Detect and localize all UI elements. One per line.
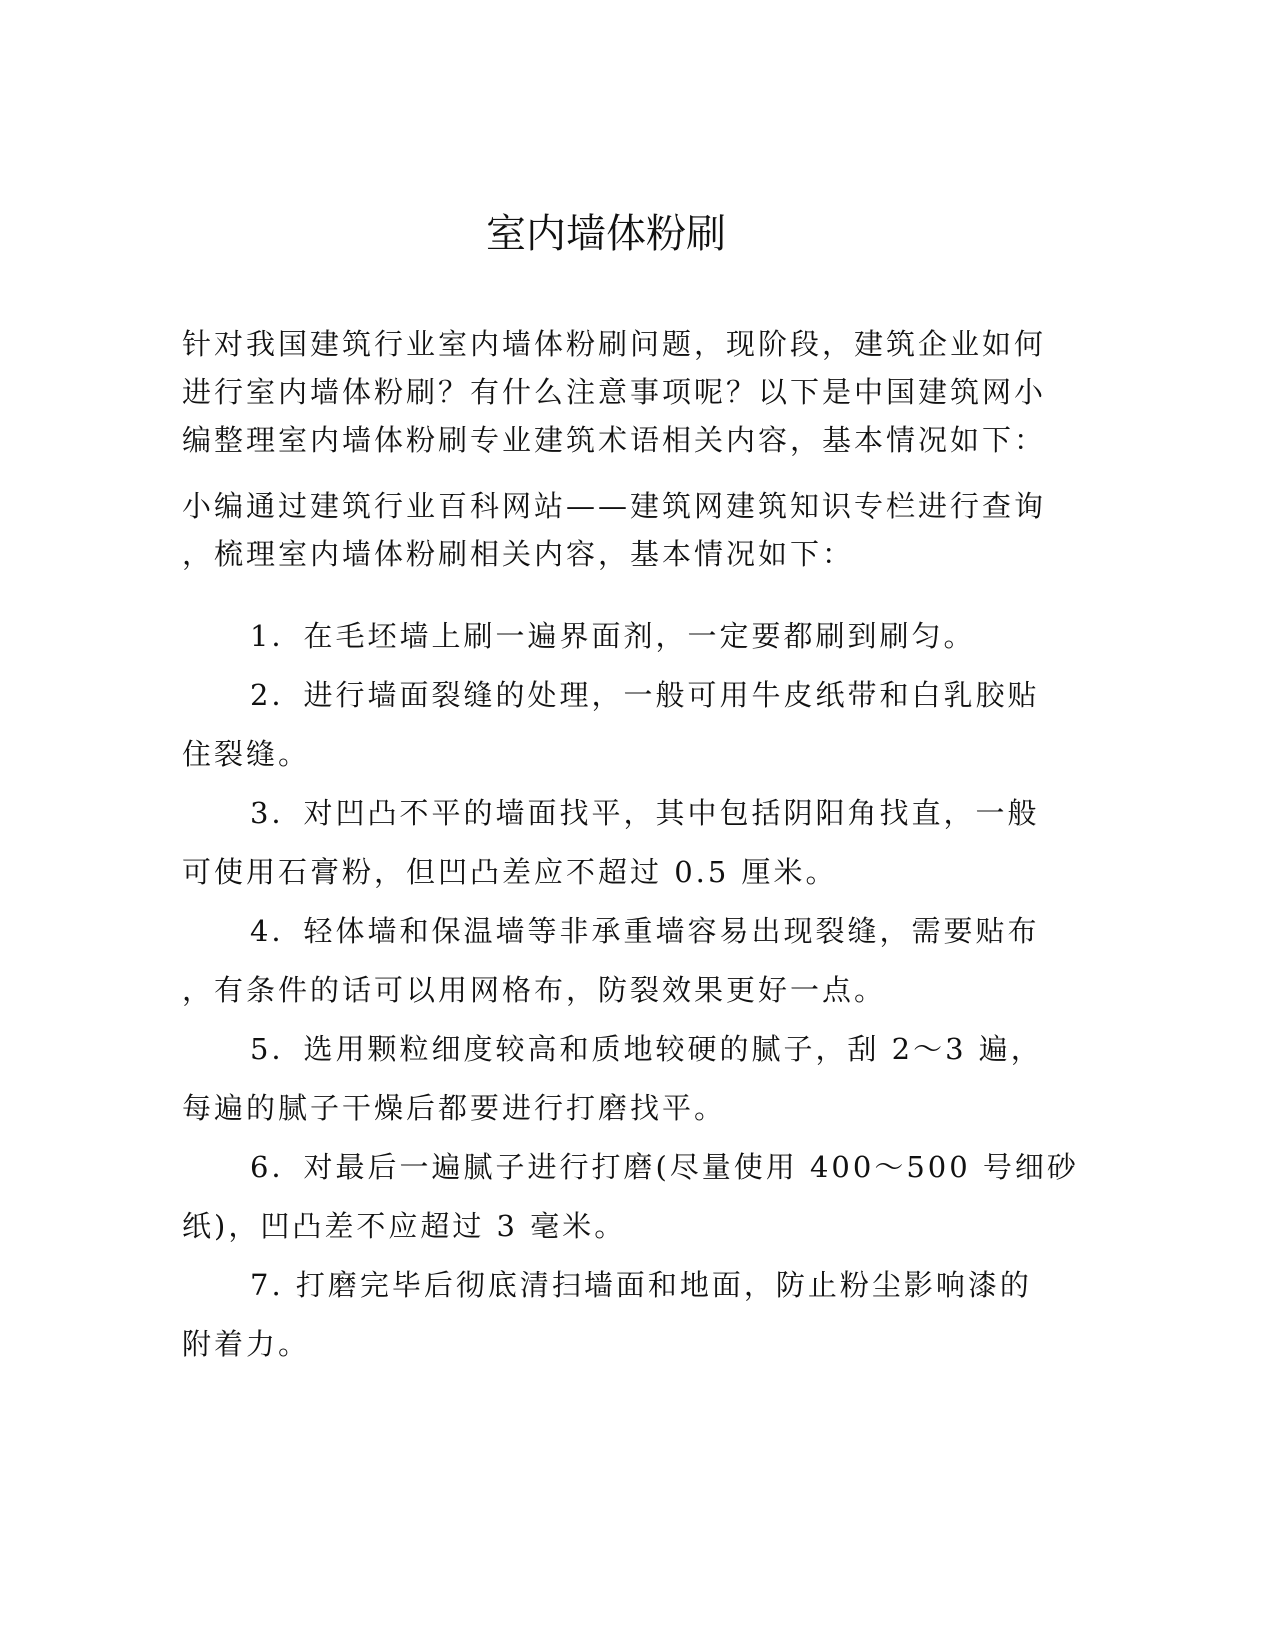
intro-line: 进行室内墙体粉刷？有什么注意事项呢？以下是中国建筑网小	[182, 375, 1047, 409]
list-item-2: 2．进行墙面裂缝的处理，一般可用牛皮纸带和白乳胶贴	[250, 678, 1040, 712]
intro-line: 针对我国建筑行业室内墙体粉刷问题，现阶段，建筑企业如何	[182, 327, 1047, 361]
list-item-3-cont: 可使用石膏粉，但凹凸差应不超过 0.5 厘米。	[182, 855, 838, 889]
intro-line: 编整理室内墙体粉刷专业建筑术语相关内容，基本情况如下：	[182, 423, 1047, 457]
intro2-line: ，梳理室内墙体粉刷相关内容，基本情况如下：	[182, 537, 855, 571]
intro2-line: 小编通过建筑行业百科网站——建筑网建筑知识专栏进行查询	[182, 489, 1047, 523]
list-item-1: 1．在毛坯墙上刷一遍界面剂，一定要都刷到刷匀。	[250, 619, 976, 653]
document-title: 室内墙体粉刷	[486, 211, 726, 257]
list-item-4-cont: ，有条件的话可以用网格布，防裂效果更好一点。	[182, 973, 887, 1007]
list-item-2-cont: 住裂缝。	[182, 737, 311, 771]
list-item-6: 6．对最后一遍腻子进行打磨(尽量使用 400～500 号细砂	[250, 1150, 1079, 1184]
list-item-3: 3．对凹凸不平的墙面找平，其中包括阴阳角找直，一般	[250, 796, 1040, 830]
list-item-7: 7. 打磨完毕后彻底清扫墙面和地面，防止粉尘影响漆的	[250, 1268, 1032, 1302]
list-item-4: 4．轻体墙和保温墙等非承重墙容易出现裂缝，需要贴布	[250, 914, 1040, 948]
list-item-5: 5．选用颗粒细度较高和质地较硬的腻子，刮 2～3 遍，	[250, 1032, 1043, 1066]
list-item-7-cont: 附着力。	[182, 1327, 311, 1361]
list-item-6-cont: 纸)，凹凸差不应超过 3 毫米。	[182, 1209, 627, 1243]
list-item-5-cont: 每遍的腻子干燥后都要进行打磨找平。	[182, 1091, 727, 1125]
